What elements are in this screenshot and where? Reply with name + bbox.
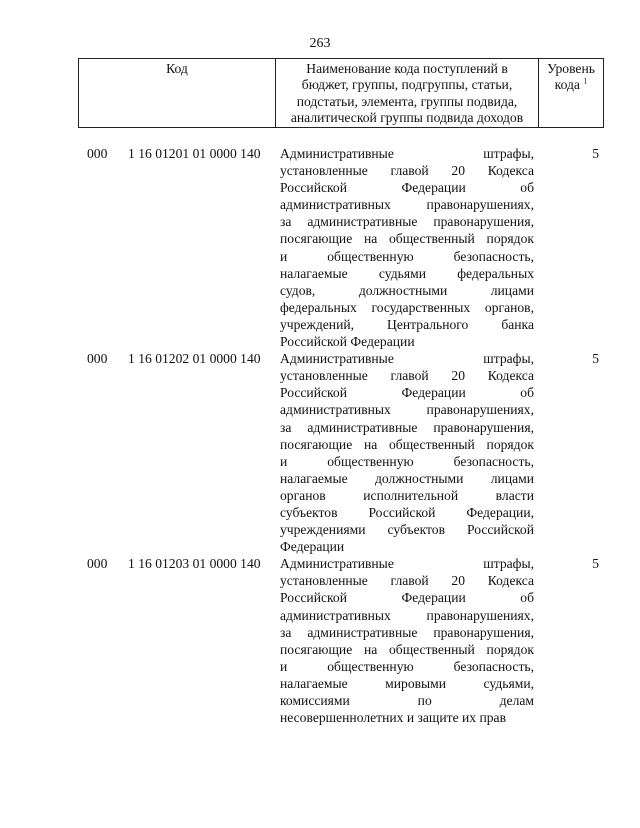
income-name-line: налагаемые должностными лицами [280,470,534,486]
income-name-line: административных правонарушениях, [280,197,534,213]
income-name-line: учреждений, Центрального банка [280,316,534,332]
income-name-line: учреждениями субъектов Российской [280,522,534,538]
admin-code: 000 [87,351,108,367]
income-name-line: Административные штрафы, [280,351,534,367]
header-level-line [539,77,603,93]
income-name-line: Российской Федерации об [280,590,534,606]
footnote-marker: 1 [583,76,588,86]
level-value: 5 [592,351,599,367]
income-name-line: Административные штрафы, [280,146,534,161]
income-name-line: за административные правонарушения, [280,214,534,230]
table-body [0,145,640,726]
income-name-line: и общественную безопасность, [280,658,534,674]
income-name-line: субъектов Российской Федерации, [280,504,534,520]
income-name-line: установленные главой 20 Кодекса [280,573,534,589]
income-name [280,555,534,726]
income-code: 1 16 01201 01 0000 140 [128,146,261,161]
page-number: 263 [309,36,331,51]
income-name-line: Российской Федерации [280,334,415,350]
header-name-line: бюджет, группы, подгруппы, статьи, [301,77,513,93]
level-value: 5 [592,556,599,572]
income-name-line: федеральных государственных органов, [280,299,534,315]
header-name [276,59,539,127]
income-code: 1 16 01203 01 0000 140 [128,556,261,572]
header-name-line: подстатьи, элемента, группы подвида, [296,93,518,109]
income-name-line: за административные правонарушения, [280,624,534,640]
income-name [280,145,534,350]
income-name-line: посягающие на общественный порядок [280,231,534,247]
income-name-line: комиссиями по делам [280,693,534,708]
income-name-line: органов исполнительной власти [280,487,534,503]
income-name-line: Федерации [280,539,345,555]
header-name-line: аналитической группы подвида доходов [290,110,524,126]
income-name-line: судов, должностными лицами [280,282,534,298]
income-name-line: установленные главой 20 Кодекса [280,163,534,179]
income-name-line: налагаемые мировыми судьями, [280,675,534,691]
level-value: 5 [592,146,599,161]
table-header [78,58,604,128]
income-name [280,350,534,555]
income-name-line: и общественную безопасность, [280,453,534,469]
income-name-line: Российской Федерации об [280,385,534,401]
table-row [0,145,640,350]
table-row [0,350,640,555]
admin-code: 000 [87,556,108,572]
header-code: Код [79,59,276,127]
income-name-line: посягающие на общественный порядок [280,436,534,452]
income-name-line: за административные правонарушения, [280,419,534,435]
income-name-line: посягающие на общественный порядок [280,641,534,657]
admin-code: 000 [87,146,108,161]
income-name-line: установленные главой 20 Кодекса [280,368,534,384]
income-code: 1 16 01202 01 0000 140 [128,351,261,367]
income-name-line: административных правонарушениях, [280,607,534,623]
table-row [0,555,640,726]
income-name-line: административных правонарушениях, [280,402,534,418]
income-name-line: Административные штрафы, [280,556,534,572]
income-name-line: Российской Федерации об [280,180,534,196]
income-name-line: и общественную безопасность, [280,248,534,264]
header-level [539,59,603,127]
income-name-line: налагаемые судьями федеральных [280,265,534,281]
income-name-line: несовершеннолетних и защите их прав [280,710,507,726]
header-level-label: кода [554,77,580,93]
header-level-line: Уровень [547,61,595,76]
header-name-line: Наименование кода поступлений в [306,61,508,76]
